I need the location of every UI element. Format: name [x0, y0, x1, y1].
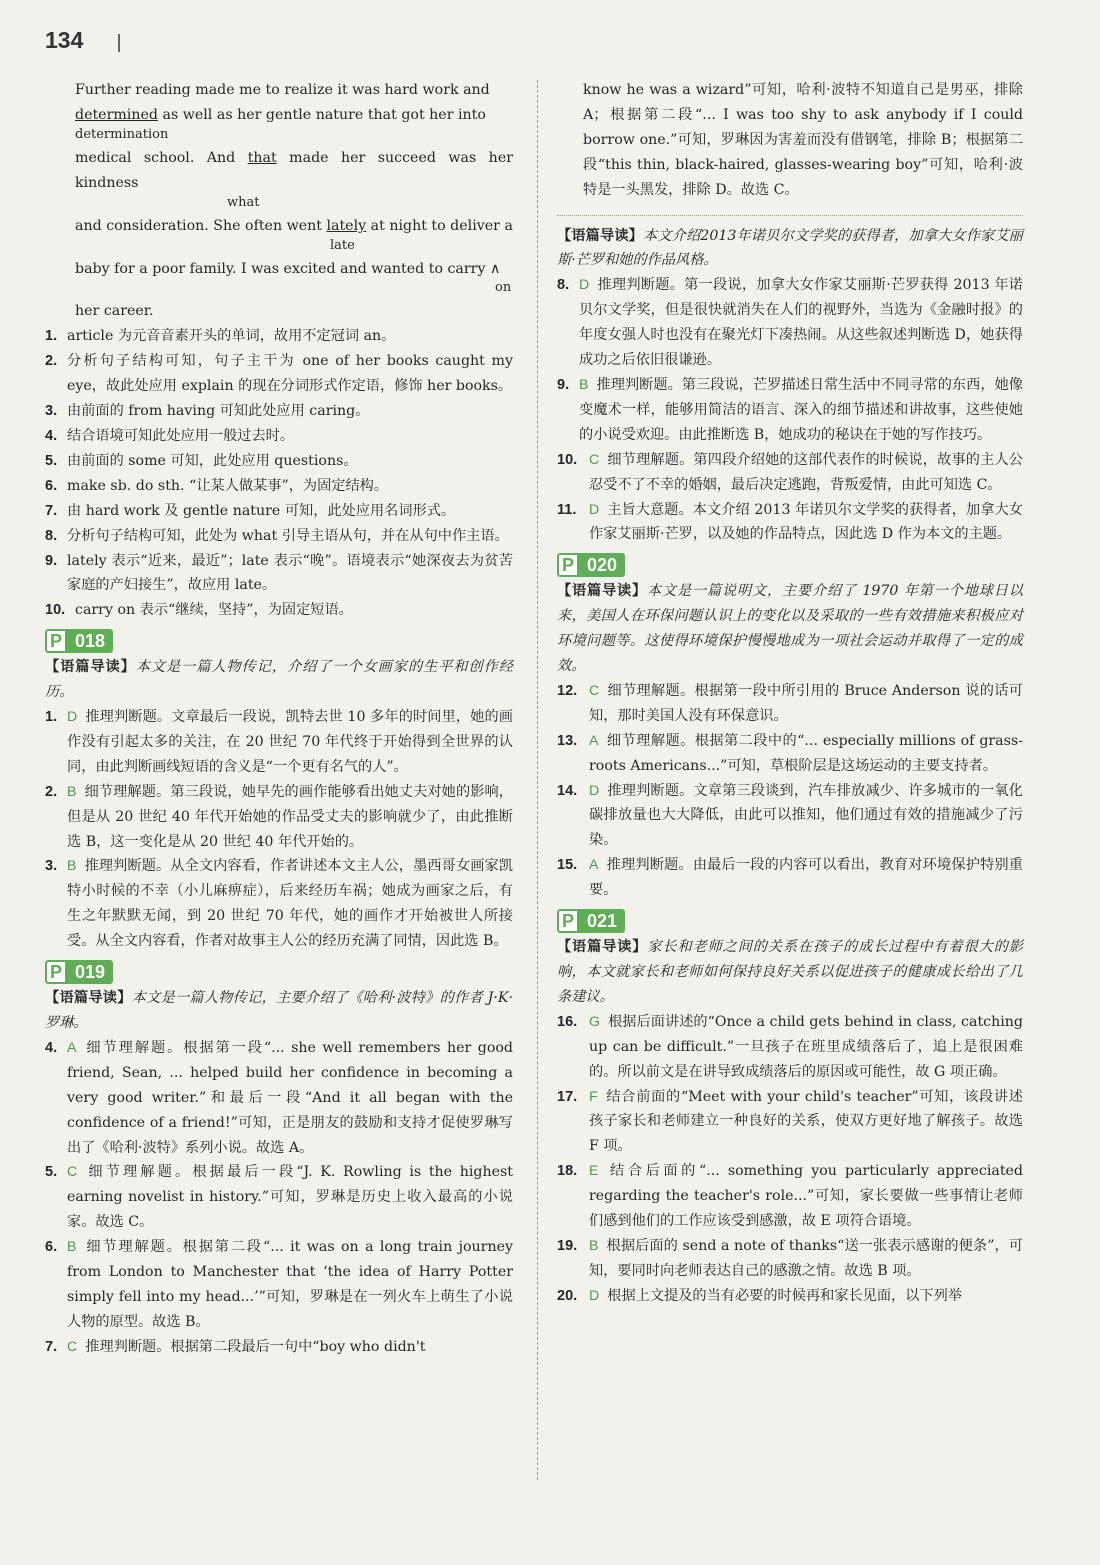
- reading-guide: 【语篇导读】本文介绍2013年诺贝尔文学奖的获得者，加拿大女作家艾丽斯·芒罗和她的作品风格。: [557, 227, 1023, 269]
- answer-item: 9. B 推理判断题。第三段说，芒罗描述日常生活中不同寻常的东西，她像变魔术一样，能够用简洁的语言、深入的细节描述和讲故事，这些使她的小说受欢迎。由此推断选 B，她成功的秘诀在于她的写作技巧。: [557, 376, 1023, 443]
- answer-item: 5. C 细节理解题。根据最后一段“J. K. Rowling is the highest earning novelist in history.”可知，罗琳是历史上收入最高的小说家。故选 C。: [45, 1164, 513, 1231]
- list-item: 4. 结合语境可知此处应用一般过去时。: [45, 427, 295, 444]
- continued-answer: know he was a wizard”可知，哈利·波特不知道自己是男巫，排除 A；根据第二段“... I was too shy to ask anybody if I could borrow one.”可知，罗琳因为害羞而没有借钢笔，排除 B；根据第二段“this thin, black-haired, glasses-wearing boy”可知，哈利·波特是一头黑发，排除 D。故选 C。: [583, 82, 1023, 198]
- answer-item: 7. C 推理判断题。根据第二段最后一句中“boy who didn't: [45, 1338, 426, 1355]
- answer-item: 13. A 细节理解题。根据第二段中的“... especially millions of grass-roots Americans...”可知，草根阶层是这场运动的主要支持者。: [557, 732, 1023, 774]
- list-item: 8. 分析句子结构可知，此处为 what 引导主语从句，并在从句中作主语。: [45, 527, 509, 544]
- answer-item: 3. B 推理判断题。从全文内容看，作者讲述本文主人公，墨西哥女画家凯特小时候的不幸（小儿麻痹症），后来经历车祸；她成为画家之后，有生之年默默无闻，到 20 世纪 70 年代，她的画作才开始被世人所接受。从全文内容看，作者对故事主人公的经历充满了同情，因此选 B。: [45, 858, 513, 950]
- answer-item: 19. B 根据后面的 send a note of thanks“送一张表示感谢的便条”，可知，要同时向老师表达自己的感激之情。故选 B 项。: [557, 1237, 1023, 1279]
- answer-item: 6. B 细节理解题。根据第二段“... it was on a long train journey from London to Manchester that ‘the idea of Harry Potter simply fell into my head...’”可知，罗琳是在一列火车上萌生了小说人物的原型。故选 B。: [45, 1239, 513, 1330]
- list-item: 6. make sb. do sth. “让某人做某事”，为固定结构。: [45, 477, 389, 494]
- correction-explanations: [45, 324, 513, 623]
- section-header-018: [45, 629, 513, 653]
- reading-guide: 【语篇导读】本文是一篇人物传记，介绍了一个女画家的生平和创作经历。: [45, 659, 513, 701]
- list-item: 10. carry on 表示“继续，坚持”，为固定短语。: [45, 602, 353, 619]
- section-badge: P 019: [45, 960, 113, 984]
- list-item: 3. 由前面的 from having 可知此处应用 caring。: [45, 403, 370, 420]
- page-number: 134: [45, 27, 84, 53]
- passage-line: baby for a poor family. I was excited and wanted to carry ∧: [75, 260, 501, 277]
- reading-guide: 【语篇导读】本文是一篇人物传记，主要介绍了《哈利·波特》的作者 J·K·罗琳。: [45, 990, 513, 1031]
- list-item: 1. article 为元音音素开头的单词，故用不定冠词 an。: [45, 328, 396, 345]
- answer-item: 8. D 推理判断题。第一段说，加拿大女作家艾丽斯·芒罗获得 2013 年诺贝尔文学奖，但是很快就消失在人们的视野外，当选为《金融时报》的年度女强人时也没有在聚光灯下凑热闹。从这些叙述判断选 D，她获得成功之后依旧很谦逊。: [557, 277, 1023, 369]
- correction-passage: [45, 78, 513, 324]
- section-header-021: [557, 909, 1023, 933]
- passage-line: and consideration. She often went lately at night to deliver a: [75, 217, 513, 234]
- section-badge: P 021: [557, 909, 625, 933]
- list-item: 9. lately 表示“近来，最近”；late 表示“晚”。语境表示“她深夜去为贫苦家庭的产妇接生”，故应用 late。: [45, 552, 513, 594]
- passage-line: Further reading made me to realize it was hard work and: [75, 82, 490, 98]
- answer-item: 1. D 推理判断题。文章最后一段说，凯特去世 10 多年的时间里，她的画作没有引起太多的关注，在 20 世纪 70 年代终于开始得到全世界的认同，由此判断画线短语的含义是“一个更有名气的人”。: [45, 709, 513, 775]
- correction-note: late: [330, 237, 355, 253]
- reading-guide: 【语篇导读】本文是一篇说明文，主要介绍了 1970 年第一个地球日以来，美国人在环保问题认识上的变化以及采取的一些有效措施来积极应对环境问题等。这使得环境保护慢慢地成为一项社会运动并取得了一定的成效。: [557, 583, 1023, 675]
- answer-item: 14. D 推理判断题。文章第三段谈到，汽车排放减少、许多城市的一氧化碳排放量也大大降低，由此可以推知，他们通过有效的措施减少了污染。: [557, 782, 1023, 849]
- answer-item: 17. F 结合前面的“Meet with your child's teacher”可知，该段讲述孩子家长和老师建立一种良好的关系，使双方更好地了解孩子。故选 F 项。: [557, 1088, 1023, 1155]
- answer-item: 18. E 结合后面的“... something you particularly appreciated regarding the teacher's role...”可知，家长要做一些事情让老师们感到他们的工作应该受到感激，故 E 项符合语境。: [557, 1163, 1023, 1230]
- page-number-divider: [118, 34, 120, 52]
- reading-guide: 【语篇导读】家长和老师之间的关系在孩子的成长过程中有着很大的影响，本文就家长和老师如何保持良好关系以促进孩子的健康成长给出了几条建议。: [557, 939, 1023, 1005]
- correction-note: on: [495, 280, 512, 296]
- correction-note: what: [227, 194, 260, 210]
- answer-item: 20. D 根据上文提及的当有必要的时候再和家长见面，以下列举: [557, 1287, 962, 1304]
- answer-item: 11. D 主旨大意题。本文介绍 2013 年诺贝尔文学奖的获得者，加拿大女作家艾丽斯·芒罗，以及她的作品特点，因此选 D 作为本文的主题。: [557, 501, 1023, 543]
- section-header-020: [557, 553, 1023, 577]
- passage-line: determined as well as her gentle nature that got her into: [75, 106, 486, 123]
- answer-item: 12. C 细节理解题。根据第一段中所引用的 Bruce Anderson 说的话可知，那时美国人没有环保意识。: [557, 682, 1023, 724]
- right-column: [557, 78, 1023, 1309]
- column-divider: [537, 80, 538, 1480]
- section-header-019: [45, 960, 513, 984]
- left-column: [45, 78, 513, 1360]
- section-badge: P 020: [557, 553, 625, 577]
- passage-line: her career.: [75, 303, 154, 320]
- passage-line: medical school. And that made her succeed was her kindness: [75, 149, 514, 191]
- list-item: 7. 由 hard work 及 gentle nature 可知，此处应用名词形式。: [45, 502, 456, 519]
- answer-item: 10. C 细节理解题。第四段介绍她的这部代表作的时候说，故事的主人公忍受不了不幸的婚姻，最后决定逃跑，背叛爱情，由此可知选 C。: [557, 451, 1023, 493]
- correction-note: determination: [75, 126, 169, 142]
- section-separator: [557, 215, 1023, 216]
- list-item: 2. 分析句子结构可知，句子主干为 one of her books caught my eye，故此处应用 explain 的现在分词形式作定语，修饰 her books。: [45, 353, 513, 395]
- answer-item: 2. B 细节理解题。第三段说，她早先的画作能够看出她丈夫对她的影响，但是从 20 世纪 40 年代开始她的作品受丈夫的影响就少了，由此推断选 B，这一变化是从 20 世纪 40 年代开始的。: [45, 783, 513, 850]
- answer-item: 16. G 根据后面讲述的“Once a child gets behind in class, catching up can be difficult.”一旦孩子在班里成绩落后了，追上是很困难的。所以前文是在讲导致成绩落后的原因或可能性，故 G 项正确。: [557, 1013, 1023, 1080]
- list-item: 5. 由前面的 some 可知，此处应用 questions。: [45, 452, 358, 469]
- answer-item: 4. A 细节理解题。根据第一段“... she well remembers her good friend, Sean, ... helped build her confidence in becoming a very good writer.”和最后一段“And it all began with the confidence of a friend!”可知，正是朋友的鼓励和支持才促使罗琳写出了《哈利·波特》系列小说。故选 A。: [45, 1039, 513, 1156]
- section-badge: P 018: [45, 629, 113, 653]
- answer-item: 15. A 推理判断题。由最后一段的内容可以看出，教育对环境保护特别重要。: [557, 857, 1023, 899]
